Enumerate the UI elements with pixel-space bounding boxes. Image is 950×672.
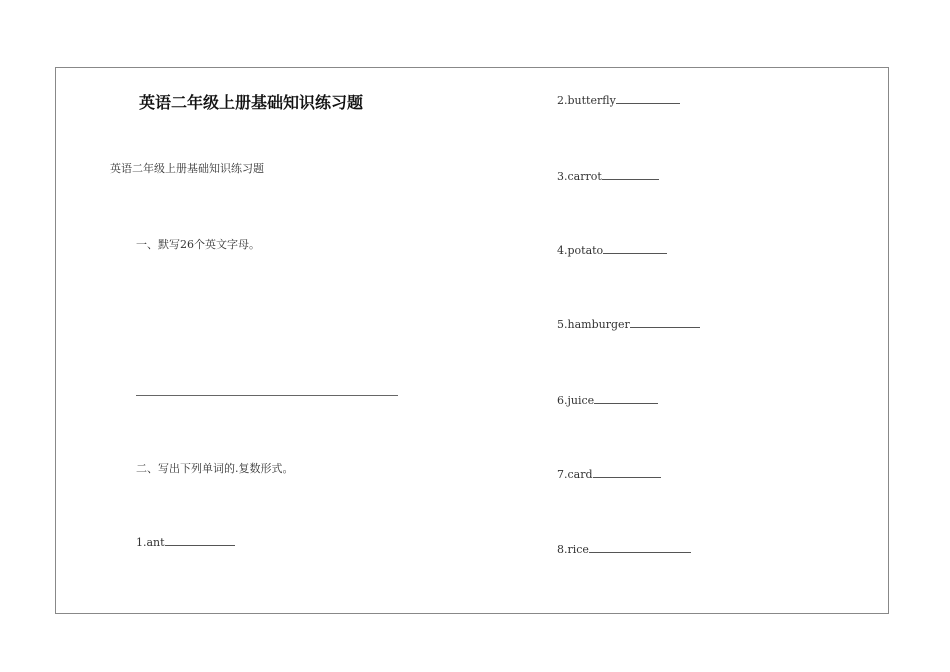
- exercise-word: 5.hamburger: [557, 318, 630, 331]
- document-title: 英语二年级上册基础知识练习题: [139, 93, 364, 112]
- exercise-item: [136, 536, 235, 549]
- document-subtitle: 英语二年级上册基础知识练习题: [110, 162, 264, 175]
- alphabet-answer-line: [136, 395, 398, 396]
- exercise-word: 7.card: [557, 468, 593, 481]
- exercise-item: [557, 543, 691, 556]
- section-2-heading: 二、写出下列单词的.复数形式。: [136, 462, 294, 475]
- exercise-item: [557, 94, 680, 107]
- exercise-word: 6.juice: [557, 394, 595, 407]
- exercise-word: 8.rice: [557, 543, 589, 556]
- answer-blank[interactable]: [594, 394, 658, 404]
- answer-blank[interactable]: [602, 170, 659, 180]
- exercise-item: [557, 318, 700, 331]
- exercise-item: [557, 394, 658, 407]
- exercise-word: 3.carrot: [557, 170, 602, 183]
- exercise-item: [557, 170, 659, 183]
- answer-blank[interactable]: [593, 468, 661, 478]
- exercise-word: 4.potato: [557, 244, 604, 257]
- answer-blank[interactable]: [616, 94, 680, 104]
- exercise-item: [557, 244, 667, 257]
- answer-blank[interactable]: [630, 318, 700, 328]
- answer-blank[interactable]: [165, 536, 235, 546]
- exercise-word: 1.ant: [136, 536, 165, 549]
- answer-blank[interactable]: [603, 244, 667, 254]
- answer-blank[interactable]: [589, 543, 691, 553]
- exercise-word: 2.butterfly: [557, 94, 616, 107]
- page-frame: [55, 67, 889, 614]
- section-1-heading: 一、默写26个英文字母。: [136, 238, 260, 251]
- exercise-item: [557, 468, 661, 481]
